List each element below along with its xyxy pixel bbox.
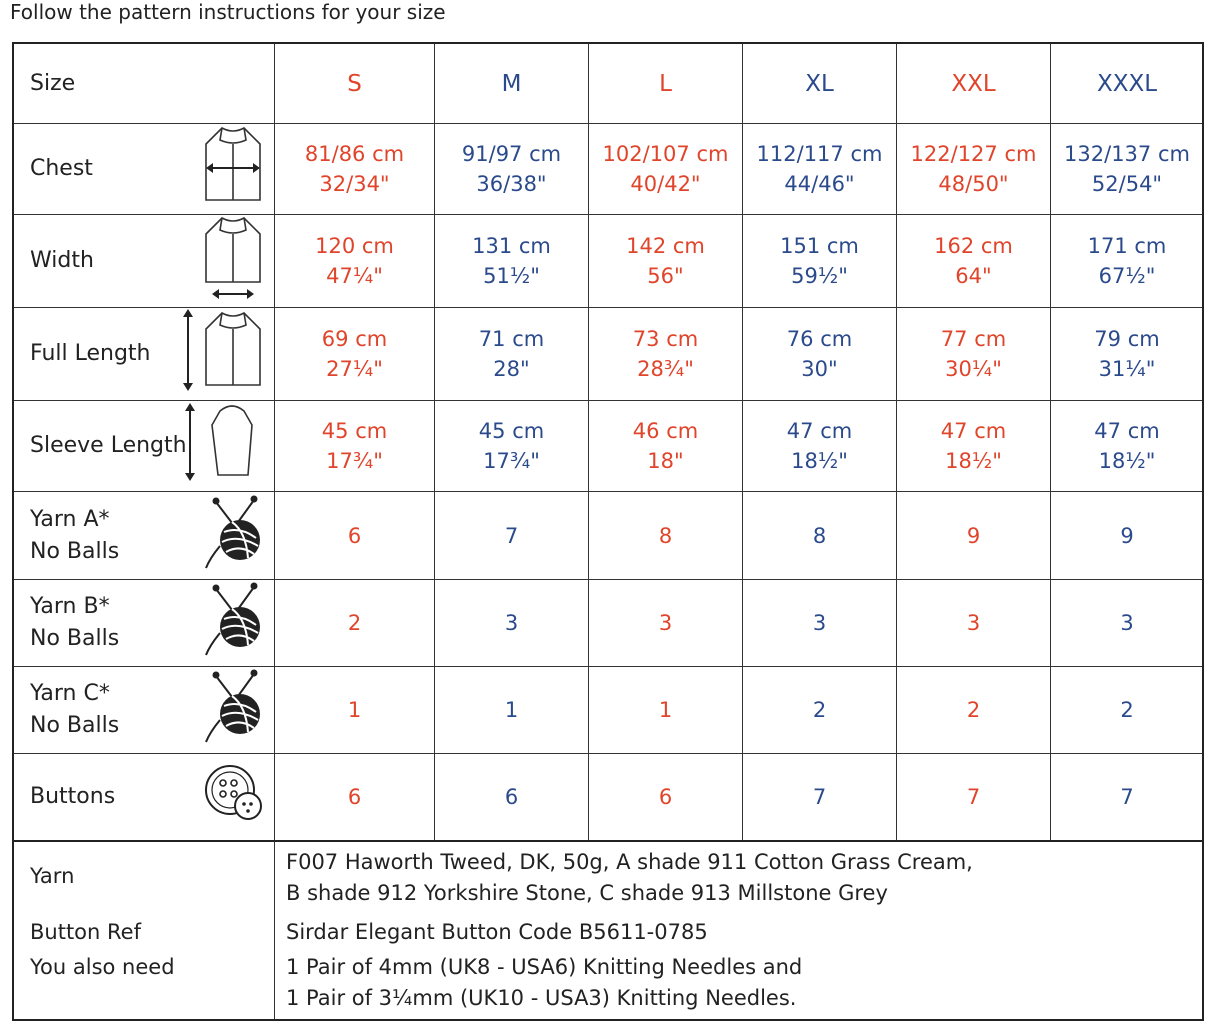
value-cell — [896, 401, 1050, 491]
value-cell — [274, 124, 434, 214]
cell-value: 81/86 cm — [304, 142, 405, 166]
also-need-label: You also need — [30, 955, 175, 979]
row-label: Buttons — [30, 784, 116, 809]
yarn-ball-needles-icon — [202, 492, 268, 580]
value-cell — [1050, 492, 1203, 579]
cell-value: 122/127 cm — [910, 142, 1037, 166]
cell-value: 73 cm — [632, 327, 699, 351]
cell-value: 7 — [1120, 785, 1134, 809]
cell-value: 47 cm — [786, 419, 853, 443]
cell-value: 2 — [1120, 698, 1134, 722]
cell-value: 91/97 cm — [461, 142, 562, 166]
value-cell — [434, 308, 588, 400]
row-sublabel: No Balls — [30, 713, 120, 738]
value-cell — [896, 124, 1050, 214]
cell-value: 3 — [658, 611, 673, 635]
row-label-cell — [14, 124, 274, 214]
row-label-cell — [14, 492, 274, 579]
size-header-row — [14, 44, 1202, 124]
row-label-cell — [14, 44, 274, 123]
cell-value: 48/50" — [938, 172, 1009, 196]
size-header-xxxl: XXXL — [1050, 44, 1203, 123]
value-cell — [274, 580, 434, 666]
cell-value: 171 cm — [1087, 234, 1167, 258]
cell-value: 71 cm — [478, 327, 545, 351]
value-cell — [588, 124, 742, 214]
table-row — [14, 667, 1202, 754]
value-cell — [588, 754, 742, 840]
value-cell — [588, 492, 742, 579]
cell-value: 7 — [812, 785, 827, 809]
size-header-s: S — [274, 44, 434, 123]
yarn-description-line1: F007 Haworth Tweed, DK, 50g, A shade 911 Cotton Grass Cream, — [286, 850, 973, 874]
row-label: Full Length — [30, 341, 151, 366]
row-label: Yarn C* — [30, 681, 110, 706]
cell-value: 2 — [347, 611, 362, 635]
value-cell — [896, 667, 1050, 753]
cell-value: 6 — [347, 785, 362, 809]
table-row — [14, 580, 1202, 667]
value-cell — [1050, 215, 1203, 307]
value-cell — [742, 308, 896, 400]
value-cell — [742, 215, 896, 307]
cell-value: 2 — [966, 698, 981, 722]
row-label: Yarn A* — [30, 506, 110, 532]
value-cell — [434, 492, 588, 579]
button-ref-value: Sirdar Elegant Button Code B5611-0785 — [286, 920, 708, 944]
size-header-xxl: XXL — [896, 44, 1050, 123]
value-cell — [274, 754, 434, 840]
cardigan-length-icon — [178, 305, 268, 403]
row-label-cell — [14, 308, 274, 400]
cell-value: 31¼" — [1098, 357, 1156, 381]
cell-value: 131 cm — [472, 234, 551, 258]
row-sublabel: No Balls — [30, 538, 120, 564]
yarn-label: Yarn — [30, 864, 75, 888]
size-header-l: L — [588, 44, 742, 123]
value-cell — [588, 401, 742, 491]
row-label: Sleeve Length — [30, 433, 187, 458]
cell-value: 52/54" — [1091, 172, 1163, 196]
row-label-cell — [14, 401, 274, 491]
table-row — [14, 215, 1202, 308]
value-cell — [588, 667, 742, 753]
materials-divider — [274, 842, 275, 1019]
value-cell — [588, 580, 742, 666]
cell-value: 102/107 cm — [602, 142, 729, 166]
value-cell — [742, 124, 896, 214]
value-cell — [588, 308, 742, 400]
cell-value: 32/34" — [319, 172, 390, 196]
value-cell — [434, 580, 588, 666]
cell-value: 56" — [647, 264, 684, 288]
cell-value: 30" — [801, 357, 838, 381]
cell-value: 28" — [493, 357, 530, 381]
cell-value: 28¾" — [637, 357, 694, 381]
table-row — [14, 492, 1202, 580]
row-label: Chest — [30, 156, 93, 181]
cell-value: 45 cm — [321, 419, 388, 443]
row-label-cell — [14, 754, 274, 840]
cell-value: 76 cm — [786, 327, 853, 351]
value-cell — [1050, 124, 1203, 214]
cardigan-hem-width-icon — [198, 212, 268, 310]
row-label: Size — [30, 70, 76, 96]
value-cell — [274, 667, 434, 753]
value-cell — [896, 754, 1050, 840]
cell-value: 30¼" — [945, 357, 1002, 381]
value-cell — [434, 667, 588, 753]
row-sublabel: No Balls — [30, 626, 120, 651]
value-cell — [1050, 580, 1203, 666]
cell-value: 6 — [347, 523, 362, 548]
cell-value: 3 — [504, 611, 519, 635]
value-cell — [742, 492, 896, 579]
cell-value: 45 cm — [478, 419, 545, 443]
size-table — [12, 42, 1204, 842]
also-need-line2: 1 Pair of 3¼mm (UK10 - USA3) Knitting Needles. — [286, 986, 797, 1010]
cell-value: 79 cm — [1094, 327, 1160, 351]
also-need-line1: 1 Pair of 4mm (UK8 - USA6) Knitting Needles and — [286, 955, 803, 979]
cell-value: 18½" — [791, 449, 848, 473]
cell-value: 3 — [812, 611, 827, 635]
value-cell — [434, 215, 588, 307]
button-ref-label: Button Ref — [30, 920, 141, 944]
size-header-xl: XL — [742, 44, 896, 123]
cell-value: 77 cm — [940, 327, 1007, 351]
cell-value: 142 cm — [626, 234, 705, 258]
button-icon — [202, 760, 268, 834]
intro-text: Follow the pattern instructions for your size — [10, 0, 446, 24]
cell-value: 112/117 cm — [756, 142, 883, 166]
row-label-cell — [14, 580, 274, 666]
yarn-ball-needles-icon — [202, 579, 268, 667]
cell-value: 1 — [347, 698, 362, 722]
value-cell — [896, 580, 1050, 666]
cell-value: 151 cm — [780, 234, 859, 258]
row-label-cell — [14, 215, 274, 307]
value-cell — [274, 401, 434, 491]
cell-value: 120 cm — [315, 234, 394, 258]
table-row — [14, 754, 1202, 840]
cell-value: 36/38" — [476, 172, 547, 196]
value-cell — [434, 754, 588, 840]
table-row — [14, 401, 1202, 492]
value-cell — [274, 215, 434, 307]
cardigan-chest-width-icon — [198, 120, 268, 218]
cell-value: 6 — [658, 785, 673, 809]
cell-value: 18½" — [945, 449, 1002, 473]
cell-value: 46 cm — [632, 419, 699, 443]
value-cell — [896, 308, 1050, 400]
table-row — [14, 124, 1202, 215]
value-cell — [896, 215, 1050, 307]
cell-value: 64" — [955, 264, 992, 288]
cell-value: 69 cm — [321, 327, 388, 351]
row-label: Width — [30, 248, 94, 273]
value-cell — [1050, 667, 1203, 753]
value-cell — [1050, 308, 1203, 400]
cell-value: 67½" — [1098, 264, 1156, 288]
value-cell — [742, 754, 896, 840]
cell-value: 47¼" — [326, 264, 383, 288]
cell-value: 3 — [1120, 611, 1134, 635]
cell-value: 47 cm — [1094, 419, 1160, 443]
value-cell — [742, 667, 896, 753]
cell-value: 1 — [658, 698, 673, 722]
yarn-ball-needles-icon — [202, 666, 268, 754]
cell-value: 7 — [966, 785, 981, 809]
cell-value: 8 — [658, 523, 673, 548]
cell-value: 132/137 cm — [1064, 142, 1190, 166]
cell-value: 59½" — [791, 264, 848, 288]
row-label: Yarn B* — [30, 594, 110, 619]
value-cell — [1050, 754, 1203, 840]
value-cell — [274, 308, 434, 400]
value-cell — [896, 492, 1050, 579]
cell-value: 8 — [812, 523, 827, 548]
value-cell — [588, 215, 742, 307]
cell-value: 3 — [966, 611, 981, 635]
cell-value: 1 — [504, 698, 519, 722]
cell-value: 18½" — [1098, 449, 1156, 473]
value-cell — [1050, 401, 1203, 491]
cell-value: 162 cm — [934, 234, 1013, 258]
cell-value: 47 cm — [940, 419, 1007, 443]
cell-value: 17¾" — [326, 449, 383, 473]
cell-value: 6 — [504, 785, 519, 809]
cell-value: 40/42" — [630, 172, 701, 196]
cell-value: 9 — [1120, 523, 1134, 548]
value-cell — [274, 492, 434, 579]
cell-value: 7 — [504, 523, 519, 548]
cell-value: 27¼" — [326, 357, 383, 381]
yarn-description-line2: B shade 912 Yorkshire Stone, C shade 913 Millstone Grey — [286, 881, 888, 905]
table-row — [14, 308, 1202, 401]
value-cell — [742, 401, 896, 491]
value-cell — [434, 401, 588, 491]
value-cell — [434, 124, 588, 214]
cell-value: 18" — [647, 449, 684, 473]
cell-value: 9 — [966, 523, 981, 548]
materials-section — [12, 840, 1204, 1021]
sleeve-length-icon — [178, 397, 268, 495]
size-header-m: M — [434, 44, 588, 123]
value-cell — [742, 580, 896, 666]
cell-value: 44/46" — [784, 172, 855, 196]
cell-value: 17¾" — [483, 449, 540, 473]
cell-value: 2 — [812, 698, 827, 722]
row-label-cell — [14, 667, 274, 753]
cell-value: 51½" — [483, 264, 540, 288]
